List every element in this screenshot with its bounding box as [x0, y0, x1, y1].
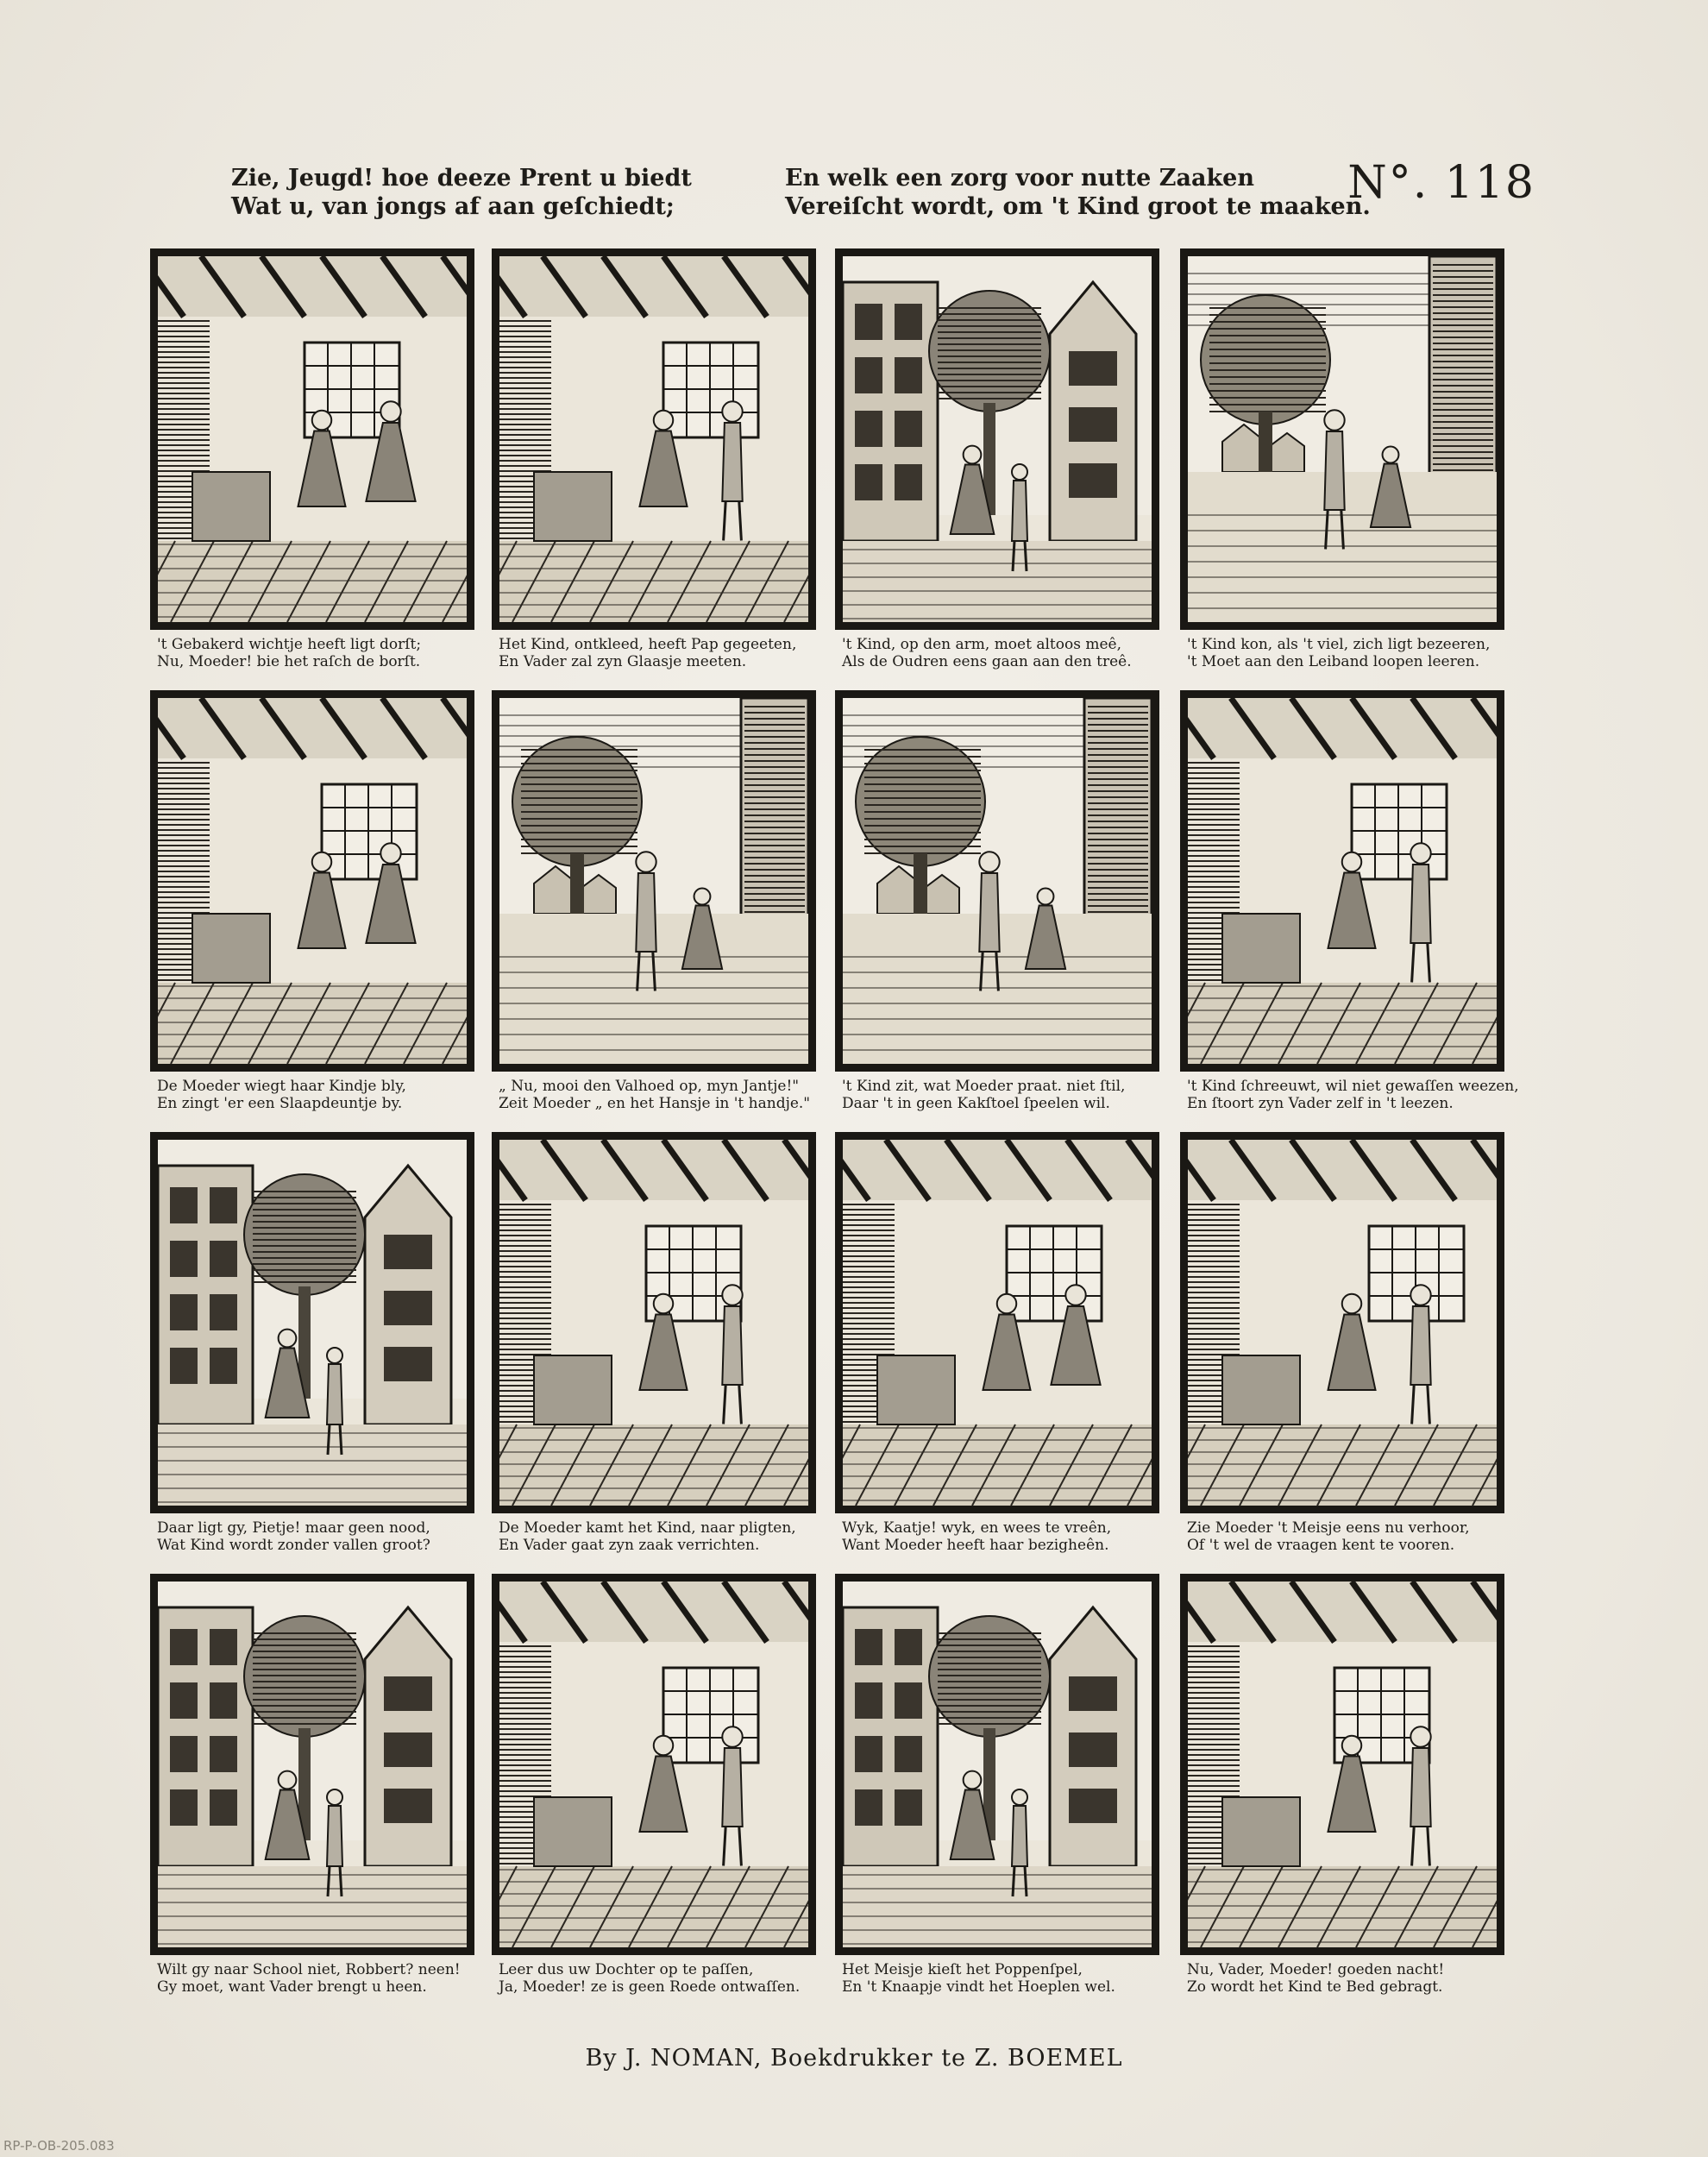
header [190, 157, 1535, 242]
verse-line: Zie, Jeugd! hoe deeze Prent u biedt [231, 165, 692, 192]
woodcut-image [843, 256, 1152, 622]
woodcut-illustration [835, 690, 1159, 1072]
caption-line: Wat Kind wordt zonder vallen groot? [157, 1537, 430, 1554]
caption-line: „ Nu, mooi den Valhoed op, myn Jantje!" [499, 1078, 800, 1095]
verse-left [231, 164, 692, 221]
caption-line: En ſtoort zyn Vader zelf in 't leezen. [1187, 1095, 1454, 1112]
plate-number: N°. 118 [1347, 157, 1535, 209]
caption-line: 't Kind, op den arm, moet altoos meê, [842, 636, 1121, 653]
caption-line: Ja, Moeder! ze is geen Roede ontwaſſen. [499, 1978, 801, 1996]
woodcut-image [843, 1582, 1152, 1947]
caption-line: 't Kind zit, wat Moeder praat. niet ſtil, [842, 1078, 1126, 1095]
caption-line: Zie Moeder 't Meisje eens nu verhoor, [1187, 1519, 1470, 1537]
woodcut-image [499, 1140, 808, 1506]
woodcut-illustration [1180, 1132, 1504, 1513]
scene-caption [842, 636, 1170, 670]
woodcut-illustration [492, 1574, 816, 1955]
caption-line: Het Kind, ontkleed, heeft Pap gegeeten, [499, 636, 797, 653]
woodcut-image [158, 256, 467, 622]
caption-line: De Moeder wiegt haar Kindje bly, [157, 1078, 406, 1095]
caption-line: Want Moeder heeft haar bezigheên. [842, 1537, 1109, 1554]
woodcut-image [1188, 1582, 1497, 1947]
woodcut-illustration [492, 248, 816, 630]
scene-caption [1187, 1519, 1515, 1554]
scene-caption [499, 636, 826, 670]
scene-caption [1187, 1961, 1515, 1996]
caption-line: Nu, Moeder! bie het raſch de borſt. [157, 653, 421, 670]
verse-line: Vereiſcht wordt, om 't Kind groot te maaken. [785, 193, 1371, 220]
scene-caption [499, 1078, 826, 1112]
scene-caption [157, 1078, 485, 1112]
caption-line: En Vader zal zyn Glaasje meeten. [499, 653, 747, 670]
woodcut-illustration [492, 690, 816, 1072]
caption-line: Nu, Vader, Moeder! goeden nacht! [1187, 1961, 1445, 1978]
woodcut-illustration [835, 248, 1159, 630]
woodcut-illustration [1180, 1574, 1504, 1955]
scene-caption [842, 1961, 1170, 1996]
woodcut-illustration [835, 1132, 1159, 1513]
caption-line: Daar 't in geen Kakſtoel ſpeelen wil. [842, 1095, 1110, 1112]
woodcut-illustration [1180, 248, 1504, 630]
woodcut-image [1188, 256, 1497, 622]
caption-line: Of 't wel de vraagen kent te vooren. [1187, 1537, 1455, 1554]
caption-line: En zingt 'er een Slaapdeuntje by. [157, 1095, 403, 1112]
caption-line: Zeit Moeder „ en het Hansje in 't handje." [499, 1095, 811, 1112]
woodcut-illustration [492, 1132, 816, 1513]
caption-line: Gy moet, want Vader brengt u heen. [157, 1978, 427, 1996]
woodcut-image [843, 1140, 1152, 1506]
woodcut-image [1188, 698, 1497, 1064]
woodcut-image [499, 698, 808, 1064]
scene-caption [842, 1078, 1170, 1112]
woodcut-image [499, 256, 808, 622]
caption-line: 't Gebakerd wichtje heeft ligt dorſt; [157, 636, 422, 653]
woodcut-image [158, 1140, 467, 1506]
caption-line: 't Kind kon, als 't viel, zich ligt bezeeren, [1187, 636, 1491, 653]
scene-caption [499, 1519, 826, 1554]
caption-line: 't Kind ſchreeuwt, wil niet gewaſſen weezen, [1187, 1078, 1519, 1095]
caption-line: Wilt gy naar School niet, Robbert? neen! [157, 1961, 461, 1978]
verse-right [785, 164, 1371, 221]
caption-line: Als de Oudren eens gaan aan den treê. [842, 653, 1132, 670]
woodcut-image [843, 698, 1152, 1064]
woodcut-illustration [150, 690, 474, 1072]
caption-line: En 't Knaapje vindt het Hoeplen wel. [842, 1978, 1115, 1996]
caption-line: De Moeder kamt het Kind, naar pligten, [499, 1519, 796, 1537]
caption-line: 't Moet aan den Leiband loopen leeren. [1187, 653, 1480, 670]
caption-line: En Vader gaat zyn zaak verrichten. [499, 1537, 760, 1554]
scene-caption [1187, 1078, 1519, 1112]
verse-line: Wat u, van jongs af aan geſchiedt; [231, 193, 675, 220]
woodcut-illustration [1180, 690, 1504, 1072]
imprint: By J. NOMAN, Boekdrukker te Z. BOEMEL [585, 2045, 1123, 2072]
woodcut-illustration [835, 1574, 1159, 1955]
shelfmark: RP-P-OB-205.083 [3, 2138, 115, 2154]
woodcut-image [1188, 1140, 1497, 1506]
scene-caption [842, 1519, 1170, 1554]
woodcut-illustration [150, 1574, 474, 1955]
caption-line: Het Meisje kieſt het Poppenſpel, [842, 1961, 1083, 1978]
scene-caption [499, 1961, 826, 1996]
scene-caption [157, 1519, 485, 1554]
scene-caption [157, 1961, 485, 1996]
woodcut-illustration [150, 248, 474, 630]
scene-caption [157, 636, 485, 670]
caption-line: Zo wordt het Kind te Bed gebragt. [1187, 1978, 1443, 1996]
caption-line: Wyk, Kaatje! wyk, en wees te vreên, [842, 1519, 1112, 1537]
caption-line: Leer dus uw Dochter op te paſſen, [499, 1961, 754, 1978]
woodcut-image [158, 698, 467, 1064]
woodcut-image [158, 1582, 467, 1947]
scene-caption [1187, 636, 1515, 670]
verse-line: En welk een zorg voor nutte Zaaken [785, 165, 1254, 192]
woodcut-illustration [150, 1132, 474, 1513]
caption-line: Daar ligt gy, Pietje! maar geen nood, [157, 1519, 430, 1537]
woodcut-image [499, 1582, 808, 1947]
